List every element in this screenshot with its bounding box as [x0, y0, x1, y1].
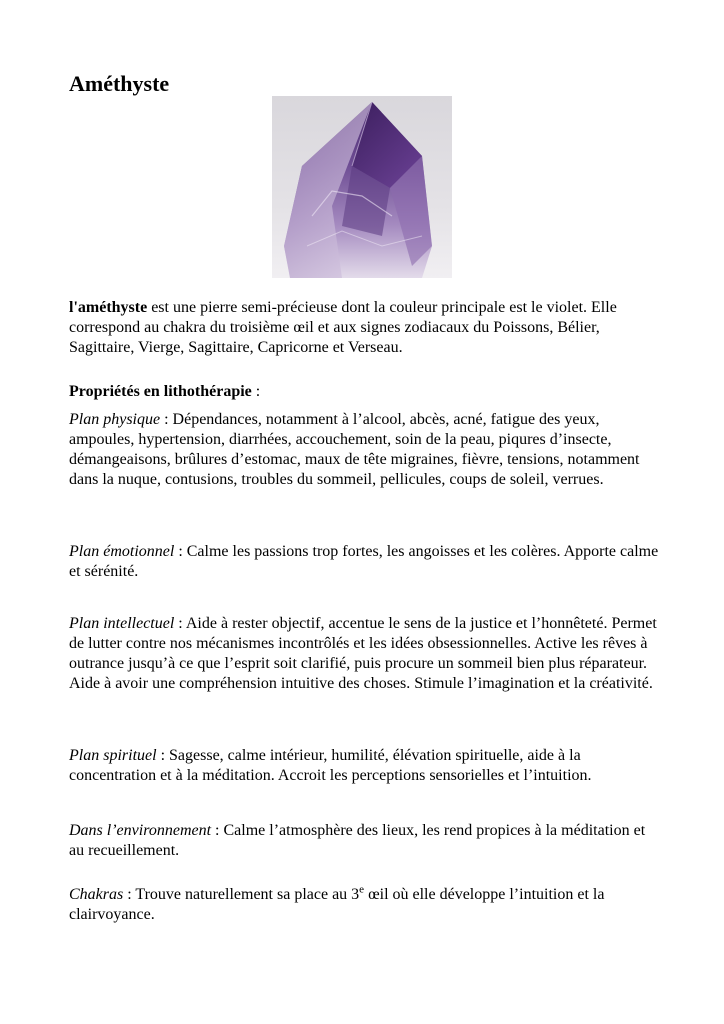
paragraph-text-after: œil où elle développe l’intuition et la clairvoyance. — [69, 886, 605, 923]
paragraph-term: Plan spirituel — [69, 747, 157, 764]
paragraph-plan-physique — [69, 410, 659, 490]
ordinal-superscript: e — [359, 883, 365, 896]
paragraph-plan-spirituel — [69, 746, 659, 786]
paragraph-plan-intellectuel — [69, 614, 659, 694]
paragraph-text-before: : Trouve naturellement sa place au 3 — [123, 886, 360, 903]
intro-paragraph — [69, 298, 659, 358]
paragraph-term: Dans l’environnement — [69, 822, 212, 839]
paragraph-text: : Sagesse, calme intérieur, humilité, élévation spirituelle, aide à la concentration et à la méditation. Accroit les perceptions sensorielles et l’intuition. — [69, 747, 592, 784]
paragraph-chakras — [69, 885, 659, 925]
section-heading-suffix: : — [251, 383, 261, 400]
intro-bold-lead: l'améthyste — [69, 299, 148, 316]
paragraph-term: Plan physique — [69, 411, 161, 428]
paragraph-environnement — [69, 821, 659, 861]
paragraph-text: : Aide à rester objectif, accentue le sens de la justice et l’honnêteté. Permet de lutter contre nos mécanismes incontrôlés et les idées obsessionnelles. Active les rêves à outrance jusqu’à ce que l’esprit soit clarifié, puis procure un sommeil bien plus réparateur. Aide à avoir une compréhension intuitive des choses. Stimule l’imagination et la créativité. — [69, 615, 657, 692]
paragraph-text: : Calme l’atmosphère des lieux, les rend propices à la méditation et au recueillement. — [69, 822, 646, 859]
amethyst-crystal-image — [272, 96, 452, 278]
intro-text: est une pierre semi-précieuse dont la couleur principale est le violet. Elle correspond au chakra du troisième œil et aux signes zodiacaux du Poissons, Bélier, Sagittaire, Vierge, Sagittaire, Capricorne et Verseau. — [69, 299, 617, 356]
paragraph-plan-emotionnel — [69, 542, 659, 582]
page-title: Améthyste — [69, 71, 170, 96]
paragraph-term: Chakras — [69, 886, 124, 903]
paragraph-term: Plan émotionnel — [69, 543, 175, 560]
paragraph-term: Plan intellectuel — [69, 615, 175, 632]
section-heading-label: Propriétés en lithothérapie — [69, 383, 252, 400]
section-heading — [69, 382, 659, 402]
paragraph-text: : Calme les passions trop fortes, les angoisses et les colères. Apporte calme et sérénité. — [69, 543, 659, 580]
paragraph-text: : Dépendances, notamment à l’alcool, abcès, acné, fatigue des yeux, ampoules, hypertension, diarrhées, accouchement, soin de la peau, piqures d’insecte, démangeaisons, brûlures d’estomac, maux de tête migraines, fièvre, tensions, notamment dans la nuque, contusions, troubles du sommeil, pellicules, coups de soleil, verrues. — [69, 411, 640, 488]
